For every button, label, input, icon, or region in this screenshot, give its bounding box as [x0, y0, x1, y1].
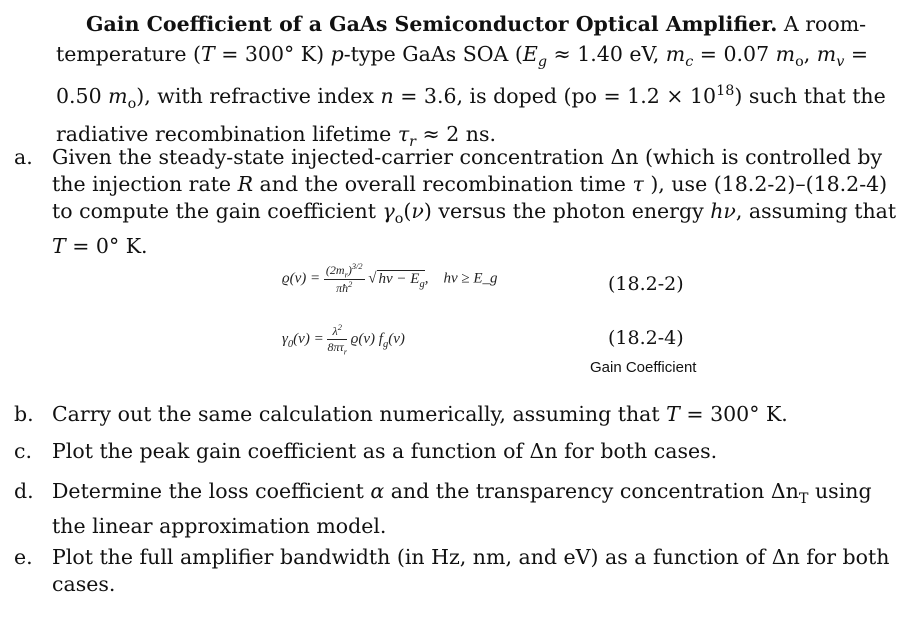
equation-gain-coefficient: $\gamma_0(\nu)$ = $\frac{\lambda^2}{8\pi\tau_r}$ ϱ(ν) $f_g(\nu)$	[282, 323, 405, 357]
item-label: d.	[14, 479, 34, 503]
equation-condition: hν ≥ E_g	[443, 270, 498, 287]
problem-intro-text: A room-temperature (T = 300° K) p-type GaAs SOA ($E_g \approx 1.40$ eV, $m_c = 0.07$ $m_o$, $m_v = 0.50$ $m_o$), with refractive index n = 3.6, is doped $(po = 1.2 \times 10^{18})$ such that the radiative recombination lifetime $\tau_r \approx 2$ ns.	[56, 12, 886, 150]
item-label: a.	[14, 145, 33, 169]
item-text: Determine the loss coefficient α and the transparency concentration $\Delta n_T$ using the linear approximation model.	[52, 479, 872, 539]
equation-number-2: (18.2-4)	[608, 327, 684, 349]
item-text: Plot the full amplifier bandwidth (in Hz, nm, and eV) as a function of Δn for both cases.	[52, 545, 890, 596]
item-text: Carry out the same calculation numerically, assuming that T = 300° K.	[52, 402, 788, 426]
item-label: c.	[14, 439, 32, 463]
equation-density-of-states: ϱ(ν) = $\frac{(2m_r)^{3/2}}{\pi ħ^2}$ √ $h\nu - E_g$, hν ≥ E_g	[282, 262, 498, 296]
problem-title: Gain Coefficient of a GaAs Semiconductor Optical Amplifier.	[86, 12, 778, 36]
problem-intro	[56, 10, 896, 157]
item-text: Given the steady-state injected-carrier concentration Δn (which is controlled by the injection rate R and the overall recombination time τ ), use (18.2-2)–(18.2-4) to compute the gain coefficient $\gamma_o(\nu)$ versus the photon energy hν, assuming that T = 0° K.	[52, 145, 897, 259]
item-label: e.	[14, 545, 33, 569]
equation-number-1: (18.2-2)	[608, 273, 684, 295]
item-text: Plot the peak gain coefficient as a function of Δn for both cases.	[52, 439, 718, 463]
item-label: b.	[14, 402, 34, 426]
equation-caption: Gain Coefficient	[590, 359, 697, 376]
